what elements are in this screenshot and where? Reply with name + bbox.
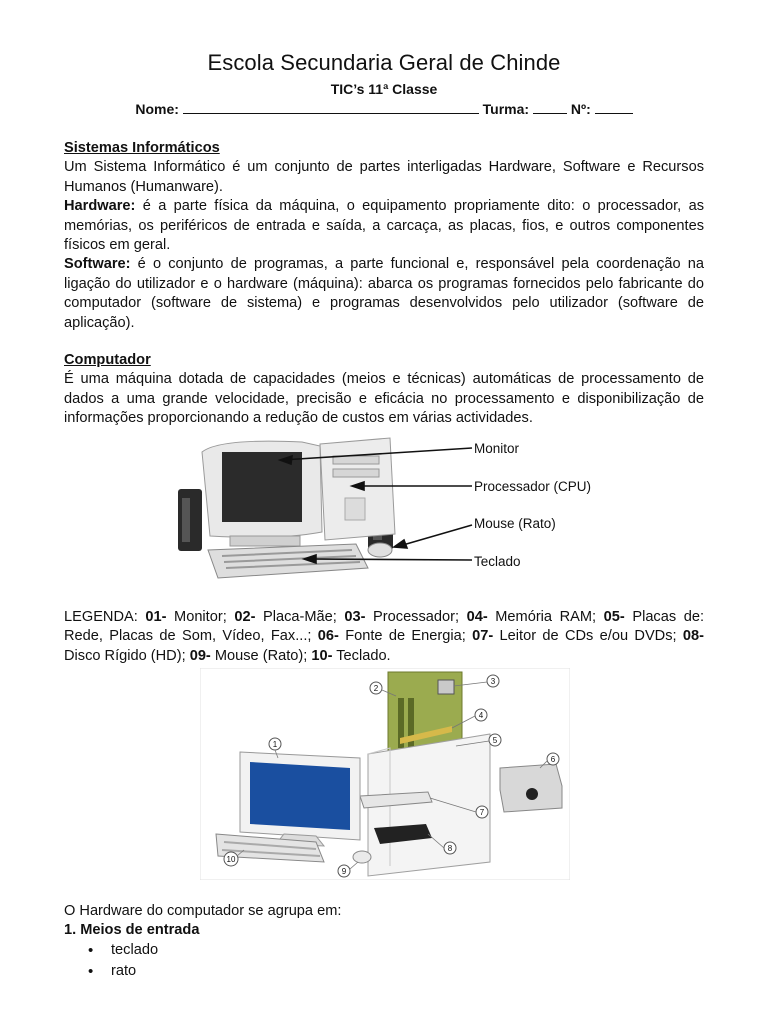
computer-parts-diagram — [200, 668, 570, 880]
sistemas-section — [64, 139, 704, 333]
monitor-screen — [250, 762, 350, 830]
software-definition — [64, 255, 704, 333]
meios-entrada-heading: 1. Meios de entrada — [64, 922, 200, 939]
student-info-line — [0, 101, 768, 117]
label-teclado: Teclado — [474, 554, 521, 569]
svg-text:8: 8 — [447, 844, 453, 853]
computer-labeled-figure — [170, 432, 610, 588]
label-monitor: Monitor — [474, 441, 520, 456]
legenda-text-01: Monitor; — [166, 609, 235, 625]
svg-text:4: 4 — [478, 711, 484, 720]
legenda-paragraph — [64, 608, 704, 666]
agrupamento-section — [64, 902, 704, 983]
legenda-num-02: 02- — [234, 609, 256, 625]
numero-blank — [595, 101, 633, 114]
mouse — [368, 543, 392, 557]
callout-8 — [444, 842, 456, 854]
legenda-text-09: Mouse (Rato); — [210, 647, 312, 664]
school-title: Escola Secundaria Geral de Chinde — [207, 50, 561, 75]
power-supply — [500, 764, 562, 812]
legenda-num-05: 05- — [603, 609, 625, 625]
sistemas-intro: Um Sistema Informático é um conjunto de partes interligadas Hardware, Software e Recursos Humanos (Humanware). — [64, 159, 704, 195]
callout-6 — [547, 753, 559, 765]
svg-text:2: 2 — [373, 684, 379, 693]
label-mouse: Mouse (Rato) — [474, 516, 556, 531]
svg-text:6: 6 — [550, 755, 556, 764]
computador-section — [64, 351, 704, 429]
turma-blank — [533, 101, 567, 114]
list-item: • rato — [64, 962, 704, 983]
turma-label: Turma: — [482, 101, 530, 117]
legenda-text-05: Placas de: Rede, Placas de Som, Vídeo, Fax...; — [64, 609, 704, 645]
class-subtitle: TIC’s 11ª Classe — [330, 81, 438, 97]
legenda-text-06: Fonte de Energia; — [338, 628, 473, 645]
callout-4 — [475, 709, 487, 721]
list-item: • teclado — [64, 941, 704, 962]
meios-entrada-list — [64, 941, 704, 983]
legenda-num-04: 04- — [466, 609, 488, 625]
legenda-num-10: 10- — [311, 647, 333, 664]
svg-text:10: 10 — [226, 855, 236, 864]
agrupamento-intro: O Hardware do computador se agrupa em: — [64, 903, 342, 919]
computador-heading: Computador — [64, 352, 151, 368]
software-term: Software: — [64, 256, 131, 273]
legenda-text-10: Teclado. — [332, 647, 391, 664]
hardware-text: é a parte física da máquina, o equipamento propriamente dito: o processador, as memórias, os periféricos de entrada e saída, a carcaça, as placas, fios, e outros componentes físicos em geral. — [64, 198, 704, 254]
legenda-num-03: 03- — [344, 609, 366, 625]
legenda-num-09: 09- — [189, 647, 211, 664]
callout-7 — [476, 806, 488, 818]
callout-5 — [489, 734, 501, 746]
svg-text:3: 3 — [490, 677, 496, 686]
nome-blank — [183, 101, 479, 114]
legenda-num-08: 08- — [682, 628, 704, 645]
svg-text:5: 5 — [492, 736, 498, 745]
computador-text: É uma máquina dotada de capacidades (meios e técnicas) automáticas de processamento de dados a uma grande velocidade, precisão e eficácia no processamento e disponibilização de informações proporcionando a redução de custos em várias actividades. — [64, 371, 704, 427]
hardware-definition — [64, 197, 704, 255]
legenda-text-02: Placa-Mãe; — [255, 609, 345, 625]
callout-10 — [224, 852, 238, 866]
callout-9 — [338, 865, 350, 877]
legenda-text-08: Disco Rígido (HD); — [64, 647, 190, 664]
legenda-num-06: 06- — [317, 628, 339, 645]
label-processador: Processador (CPU) — [474, 479, 592, 494]
callout-3 — [487, 675, 499, 687]
legenda-num-07: 07- — [472, 628, 494, 645]
software-text: é o conjunto de programas, a parte funcional e, responsável pela coordenação na ligação do utilizador e o hardware (máquina): abarca os programas fornecidos pelo fabricante do computador (software de sistema) e programas desenvolvidos pelo utilizador (software de aplicação). — [64, 256, 704, 331]
callout-2 — [370, 682, 382, 694]
svg-text:1: 1 — [272, 740, 278, 749]
mouse — [353, 851, 371, 863]
legenda-prefix: LEGENDA: — [64, 609, 146, 625]
svg-text:9: 9 — [341, 867, 347, 876]
hardware-term: Hardware: — [64, 198, 136, 215]
nome-label: Nome: — [135, 101, 179, 117]
svg-text:7: 7 — [479, 808, 485, 817]
legenda-num-01: 01- — [145, 609, 167, 625]
sistemas-heading: Sistemas Informáticos — [64, 140, 220, 156]
callout-1 — [269, 738, 281, 750]
processor-chip — [438, 680, 454, 694]
numero-label: Nº: — [570, 101, 591, 117]
legenda-text-03: Processador; — [365, 609, 467, 625]
legenda-text-04: Memória RAM; — [487, 609, 604, 625]
legenda-text-07: Leitor de CDs e/ou DVDs; — [493, 628, 683, 645]
